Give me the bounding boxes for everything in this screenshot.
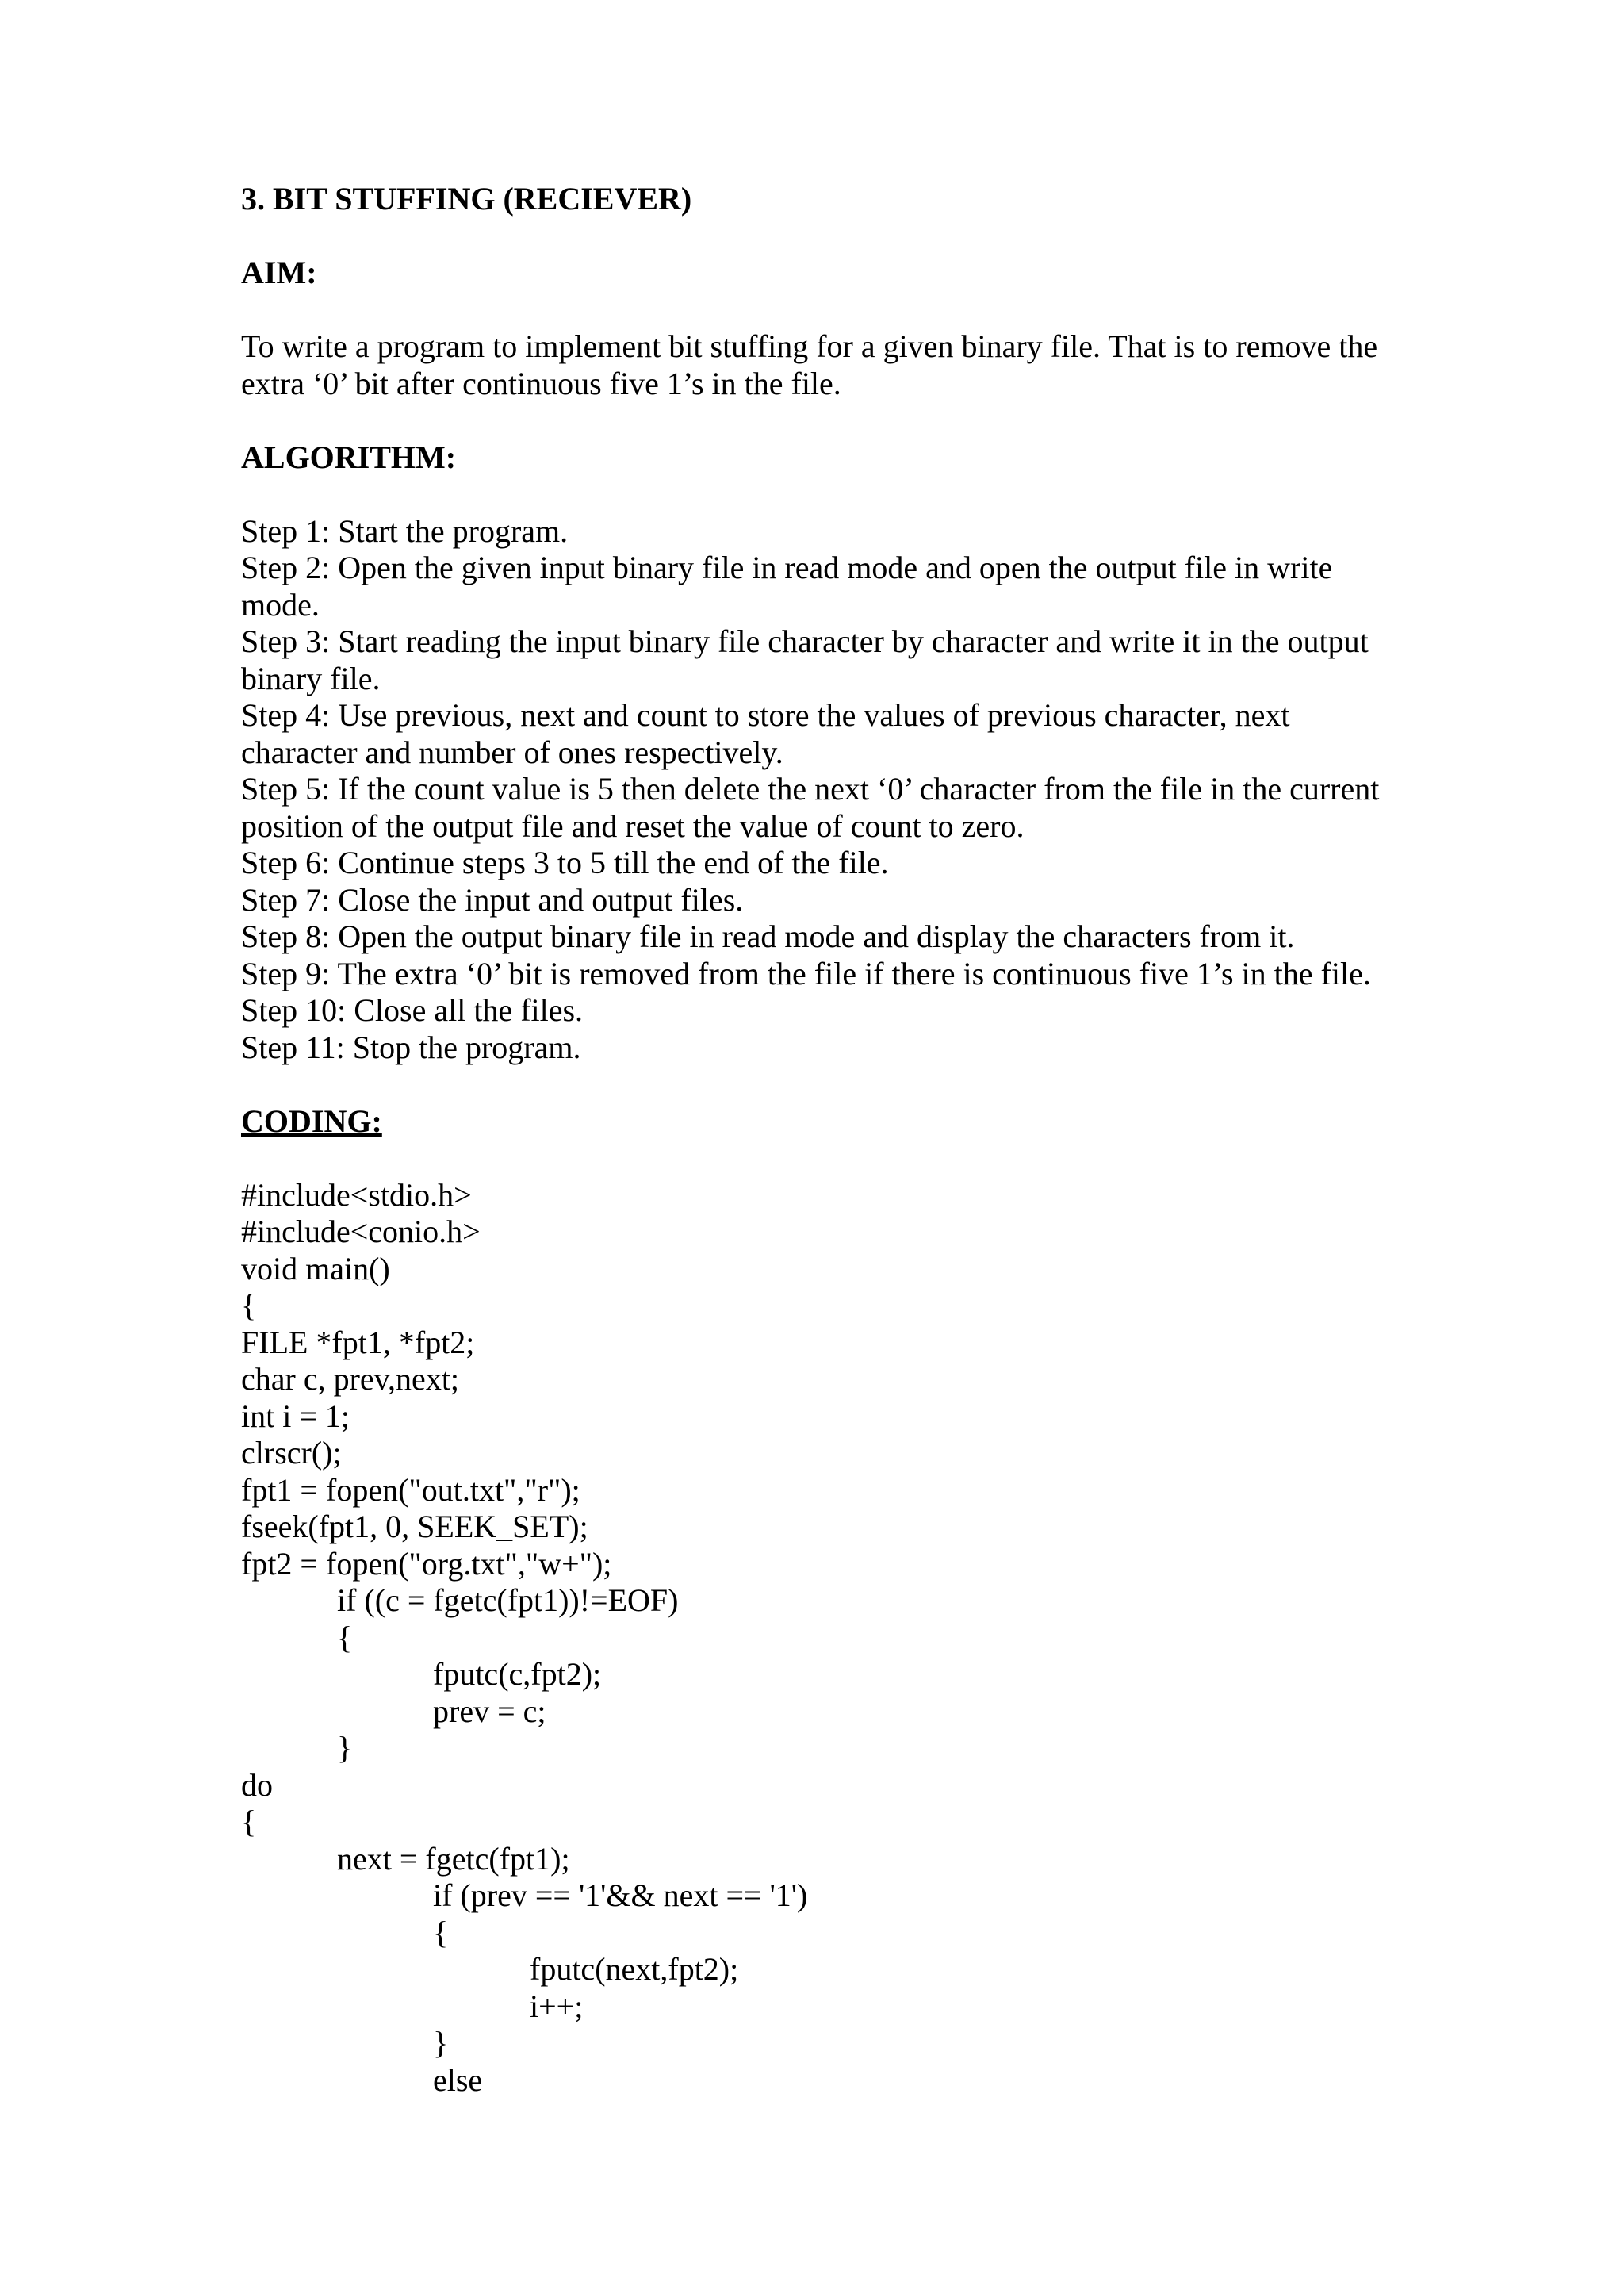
aim-heading: AIM: (241, 255, 317, 290)
code-line: int i = 1; (241, 1398, 350, 1434)
code-line: #include<conio.h> (241, 1214, 481, 1249)
code-line: FILE *fpt1, *fpt2; (241, 1324, 475, 1360)
algorithm-line: Step 11: Stop the program. (241, 1029, 581, 1065)
code-line: if ((c = fgetc(fpt1))!=EOF) (337, 1582, 679, 1618)
code-line: { (337, 1619, 353, 1655)
algorithm-line: Step 2: Open the given input binary file in read mode and open the output file in write (241, 550, 1333, 585)
aim-text (241, 328, 1407, 402)
code-line: } (433, 2025, 449, 2061)
algorithm-line: Step 3: Start reading the input binary file character by character and write it in the output (241, 623, 1369, 659)
document-content (241, 181, 1407, 2099)
algorithm-heading: ALGORITHM: (241, 439, 457, 475)
code-line: i++; (530, 1988, 584, 2024)
algorithm-line: Step 4: Use previous, next and count to store the values of previous character, next (241, 697, 1290, 733)
code-line: void main() (241, 1250, 390, 1286)
code-line: } (337, 1730, 353, 1766)
algorithm-steps (241, 513, 1407, 1067)
algorithm-line: Step 10: Close all the files. (241, 992, 584, 1028)
algorithm-line: binary file. (241, 660, 381, 696)
code-line: fseek(fpt1, 0, SEEK_SET); (241, 1509, 588, 1544)
algorithm-line: mode. (241, 586, 320, 623)
code-line: prev = c; (433, 1693, 546, 1729)
code-line: if (prev == '1'&& next == '1') (433, 1877, 808, 1913)
algorithm-line: Step 5: If the count value is 5 then delete the next ‘0’ character from the file in the current (241, 771, 1380, 807)
coding-heading: CODING: (241, 1102, 382, 1139)
algorithm-line: position of the output file and reset the value of count to zero. (241, 807, 1025, 844)
algorithm-line: Step 1: Start the program. (241, 512, 569, 549)
code-line: next = fgetc(fpt1); (337, 1840, 570, 1877)
algorithm-line: Step 6: Continue steps 3 to 5 till the end of the file. (241, 845, 889, 880)
code-line: #include<stdio.h> (241, 1176, 472, 1213)
algorithm-line: Step 9: The extra ‘0’ bit is removed from the file if there is continuous five 1’s in the file. (241, 955, 1371, 991)
code-line: fputc(c,fpt2); (433, 1656, 602, 1692)
code-line: fputc(next,fpt2); (530, 1951, 739, 1987)
aim-text-line: extra ‘0’ bit after continuous five 1’s in the file. (241, 365, 841, 401)
code-line: do (241, 1766, 273, 1803)
code-line: { (433, 1914, 449, 1950)
code-line: else (433, 2061, 483, 2098)
code-line: clrscr(); (241, 1435, 342, 1471)
code-line: fpt1 = fopen("out.txt","r"); (241, 1471, 580, 1508)
code-line: fpt2 = fopen("org.txt","w+"); (241, 1545, 612, 1582)
algorithm-line: Step 8: Open the output binary file in read mode and display the characters from it. (241, 918, 1295, 954)
code-line: { (241, 1804, 257, 1839)
code-line: { (241, 1287, 257, 1323)
aim-text-line: To write a program to implement bit stuffing for a given binary file. That is to remove the (241, 328, 1378, 364)
algorithm-line: character and number of ones respectively. (241, 734, 783, 770)
document-title: 3. BIT STUFFING (RECIEVER) (241, 181, 692, 217)
code-block (241, 1177, 1407, 2099)
code-line: char c, prev,next; (241, 1361, 460, 1397)
algorithm-line: Step 7: Close the input and output files. (241, 881, 744, 918)
